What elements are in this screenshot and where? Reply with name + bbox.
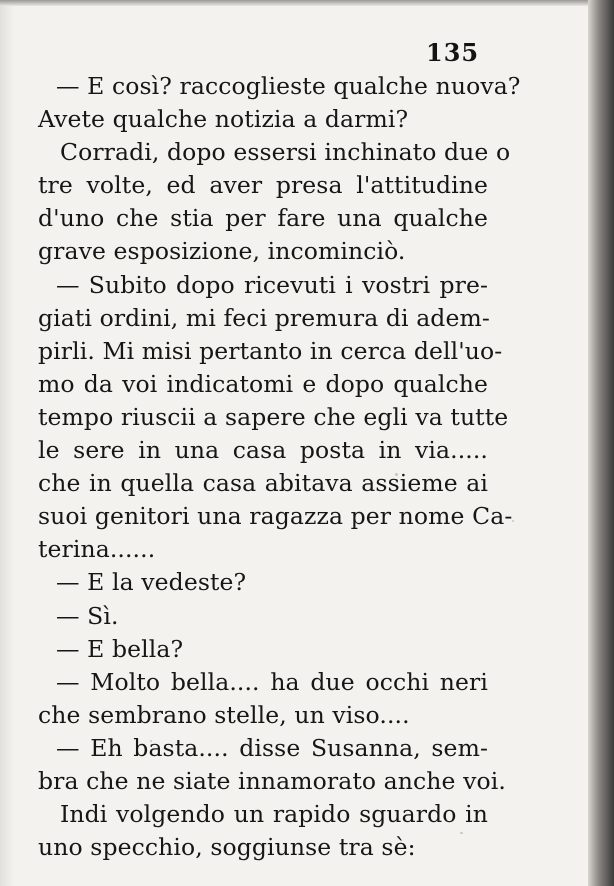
text-line: giati ordini, mi feci premura di adem-	[38, 303, 490, 332]
text-line: Indi volgendo un rapido sguardo in	[60, 800, 488, 829]
text-line: — E la vedeste?	[56, 568, 247, 597]
page-binding-shadow	[588, 0, 614, 886]
text-line: grave esposizione, incominciò.	[38, 237, 406, 266]
text-line: che sembrano stelle, un viso....	[38, 700, 410, 729]
text-line: — Eh basta.... disse Susanna, sem-	[56, 733, 488, 762]
text-line: — E così? raccoglieste qualche nuova?	[56, 72, 521, 100]
page-left-edge	[0, 0, 14, 886]
body-text	[38, 70, 521, 864]
text-line: d'uno che stia per fare una qualche	[38, 204, 488, 233]
text-line: mo da voi indicatomi e dopo qualche	[38, 369, 488, 398]
page-number: 135	[426, 38, 480, 67]
text-line: uno specchio, soggiunse tra sè:	[38, 833, 416, 862]
text-line: terina......	[38, 535, 156, 564]
text-line: — Sì.	[56, 601, 119, 630]
text-line: pirli. Mi misi pertanto in cerca dell'uo-	[38, 336, 503, 365]
text-line: bra che ne siate innamorato anche voi.	[38, 766, 506, 795]
text-line: — Molto bella.... ha due occhi neri	[56, 667, 488, 696]
text-line: suoi genitori una ragazza per nome Ca-	[38, 502, 513, 531]
text-line: Corradi, dopo essersi inchinato due o	[60, 138, 511, 167]
text-line: che in quella casa abitava assieme ai	[38, 469, 488, 498]
text-line: Avete qualche notizia a darmi?	[38, 105, 409, 134]
paper-speck	[512, 520, 514, 522]
text-line: tre volte, ed aver presa l'attitudine	[38, 171, 488, 200]
text-line: le sere in una casa posta in via.....	[38, 436, 488, 465]
text-line: — E bella?	[56, 634, 184, 663]
text-line: tempo riuscii a sapere che egli va tutte	[38, 402, 509, 431]
text-line: — Subito dopo ricevuti i vostri pre-	[56, 270, 488, 299]
page-top-edge	[0, 0, 614, 6]
